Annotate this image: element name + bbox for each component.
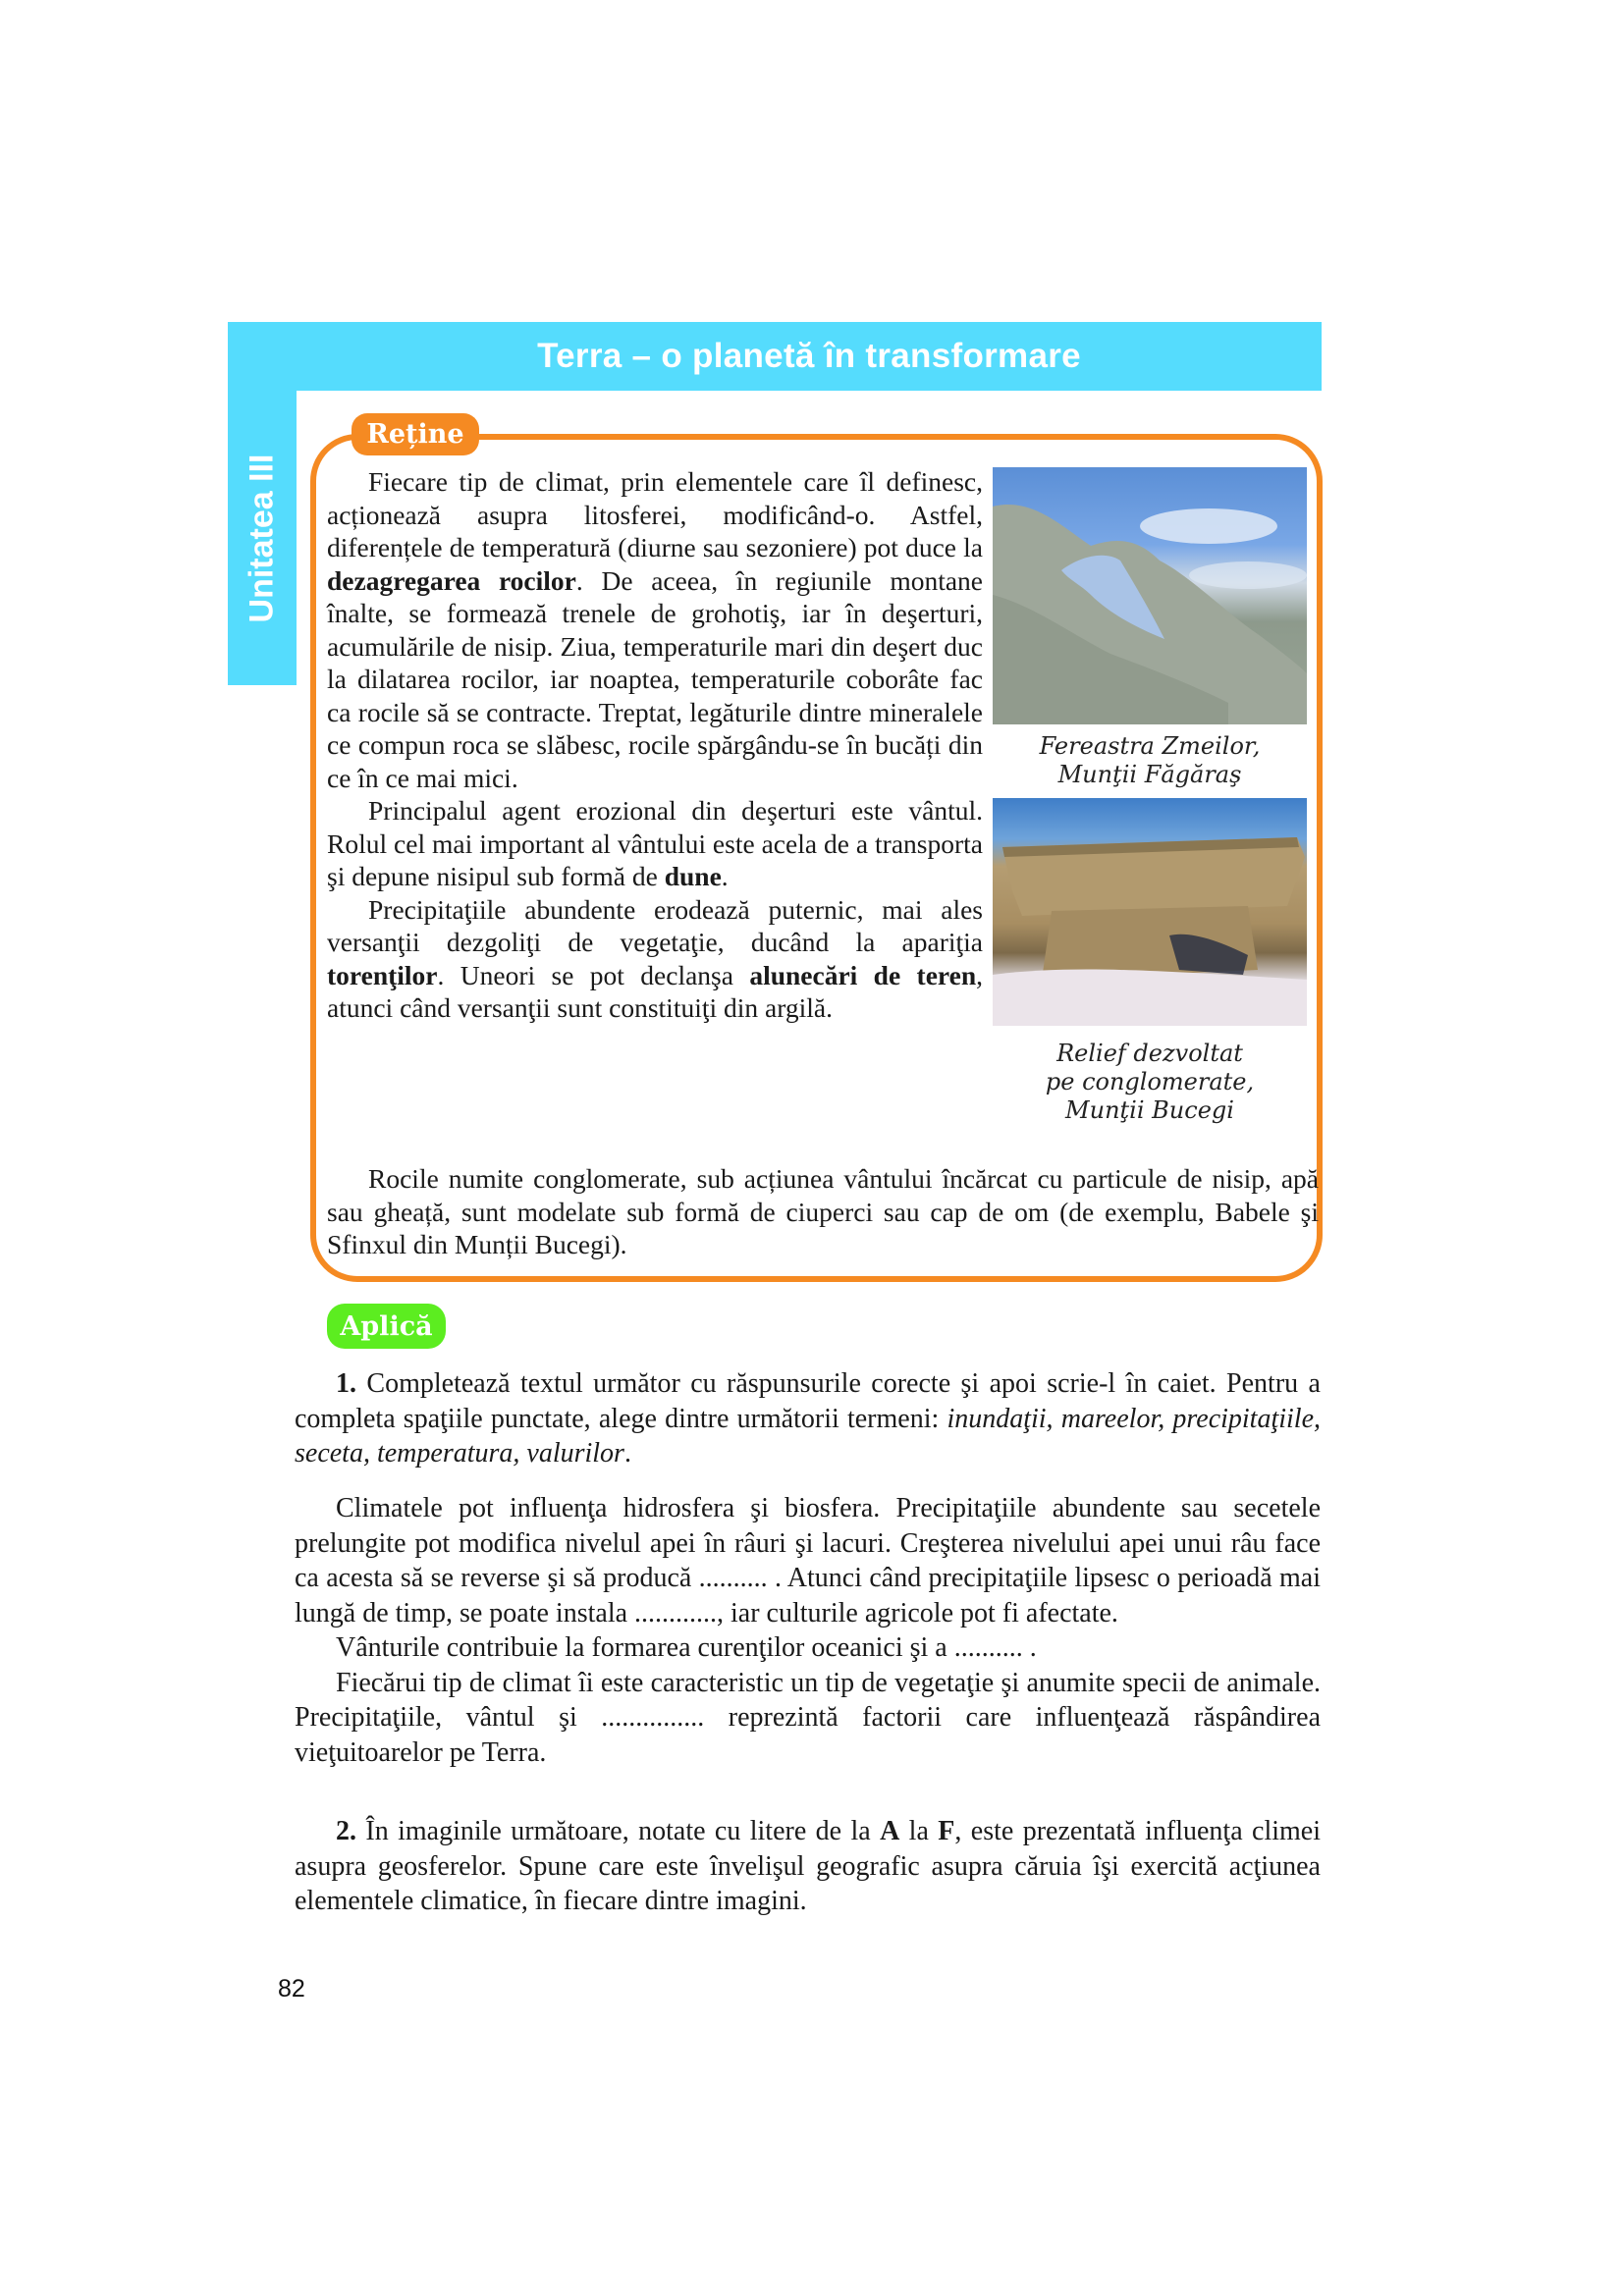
text-run: , atunci când versanţii sunt constituiţi din argilă. [327, 959, 984, 1023]
text-run: . Uneori se pot declanşa [437, 959, 750, 990]
rock-arch-illustration [993, 467, 1307, 724]
bold-term: alunecări de teren [749, 959, 977, 990]
exercise-paragraph [295, 1814, 1321, 1919]
exercise-paragraph [295, 1366, 1321, 1471]
caption-line: Munţii Bucegi [1065, 1096, 1234, 1124]
exercise-1-instructions [295, 1366, 1321, 1471]
exercise-number: 2. [336, 1816, 356, 1846]
caption-line: Munţii Făgăraş [1057, 761, 1242, 788]
retine-paragraph [327, 794, 983, 893]
mushroom-rock-illustration [993, 798, 1307, 1026]
text-run: Fiecare tip de climat, prin elementele care îl definesc, acționează asupra litosferei, modificând-o. Astfel, diferențele de temperatură (diurne sau sezoniere) pot duce la [327, 466, 983, 562]
bold-term: torenţilor [327, 959, 438, 990]
photo-relief-conglomerate [993, 798, 1307, 1026]
caption-line: pe conglomerate, [1045, 1068, 1255, 1095]
unit-label: Unitatea III [243, 454, 281, 622]
bold-term: dune [664, 861, 722, 891]
text-run: , este prezentată influenţa climei asupra geosferelor. Spune care este învelişul geografic asupra căruia îşi exercită acţiunea elementele climatice, în fiecare dintre imagini. [295, 1816, 1321, 1916]
unit-label-container [228, 391, 297, 685]
chapter-title: Terra – o planetă în transformare [537, 337, 1081, 375]
text-run: În imaginile următoare, notate cu litere de la [356, 1816, 881, 1846]
bold-term: dezagregarea rocilor [327, 564, 576, 596]
text-run: Precipitaţiile abundente erodează puternic, mai ales versanţii dezgoliţi de vegetaţie, ducând la apariţia [327, 893, 983, 957]
exercise-1-fill-text [295, 1491, 1321, 1770]
fill-in-paragraph: Fiecărui tip de climat îi este caracteristic un tip de vegetaţie şi anumite specii de animale. Precipitaţiile, vântul şi ............... reprezintă factorii care influenţează răspândirea vieţuitoarelor pe Terra. [295, 1667, 1321, 1768]
retine-badge: Reține [352, 413, 479, 455]
letter-label: F [938, 1816, 955, 1846]
text-run: Principalul agent erozional din deşerturi este vântul. Rolul cel mai important al vântului este acela de a transporta şi depune nisipul sub formă de [327, 795, 983, 891]
exercise-number: 1. [336, 1368, 356, 1399]
aplica-badge: Aplică [327, 1304, 446, 1349]
caption-line: Fereastra Zmeilor, [1039, 732, 1261, 760]
exercise-intro: Completează textul următor cu răspunsurile corecte şi apoi scrie-l în caiet. Pentru a completa spaţiile punctate, alege dintre următorii termeni: [295, 1368, 1321, 1434]
text-run: . [623, 1438, 631, 1468]
photo-fereastra-zmeilor [993, 467, 1307, 724]
photo-caption [993, 1040, 1307, 1125]
retine-paragraph [327, 465, 983, 794]
exercise-2 [295, 1814, 1321, 1919]
text-run: . [721, 861, 729, 891]
retine-paragraph [327, 893, 983, 1025]
retine-column-text [327, 465, 983, 1025]
text-run: la [899, 1816, 939, 1846]
term-list: inundaţii, mareelor, precipitaţiile, seceta, temperatura, valurilor [295, 1403, 1322, 1468]
fill-in-paragraph: Vânturile contribuie la formarea curenţilor oceanici şi a .......... . [336, 1632, 1037, 1663]
fill-in-paragraph: Climatele pot influenţa hidrosfera şi biosfera. Precipitaţiile abundente sau secetele prelungite pot modifica nivelul apei în râuri şi lacuri. Creşterea nivelului apei unui râu face ca acesta să se reverse şi să producă .......... . Atunci când precipitaţiile lipsesc o perioadă mai lungă de timp, se poate instala ............, iar culturile agricole pot fi afectate. [295, 1493, 1321, 1629]
caption-line: Relief dezvoltat [1056, 1040, 1243, 1067]
retine-full-width-text [327, 1162, 1319, 1261]
letter-label: A [880, 1816, 900, 1846]
retine-paragraph: Rocile numite conglomerate, sub acțiunea vântului încărcat cu particule de nisip, apă sau gheață, sunt modelate sub formă de ciuperci sau cap de om (de exemplu, Babele şi Sfinxul din Munții Bucegi). [327, 1163, 1319, 1259]
photo-caption [993, 732, 1307, 789]
text-run: . De aceea, în regiunile montane înalte, se formează trenele de grohotiş, iar în deşerturi, acumulările de nisip. Ziua, temperaturile mari din deşert duc la dilatarea rocilor, iar noaptea, temperaturile coborâte fac ca rocile să se contracte. Treptat, legăturile dintre mineralele ce compun roca se slăbesc, rocile spărgându-se în bucăți din ce în ce mai mici. [327, 564, 984, 793]
page-number: 82 [278, 1975, 305, 2002]
